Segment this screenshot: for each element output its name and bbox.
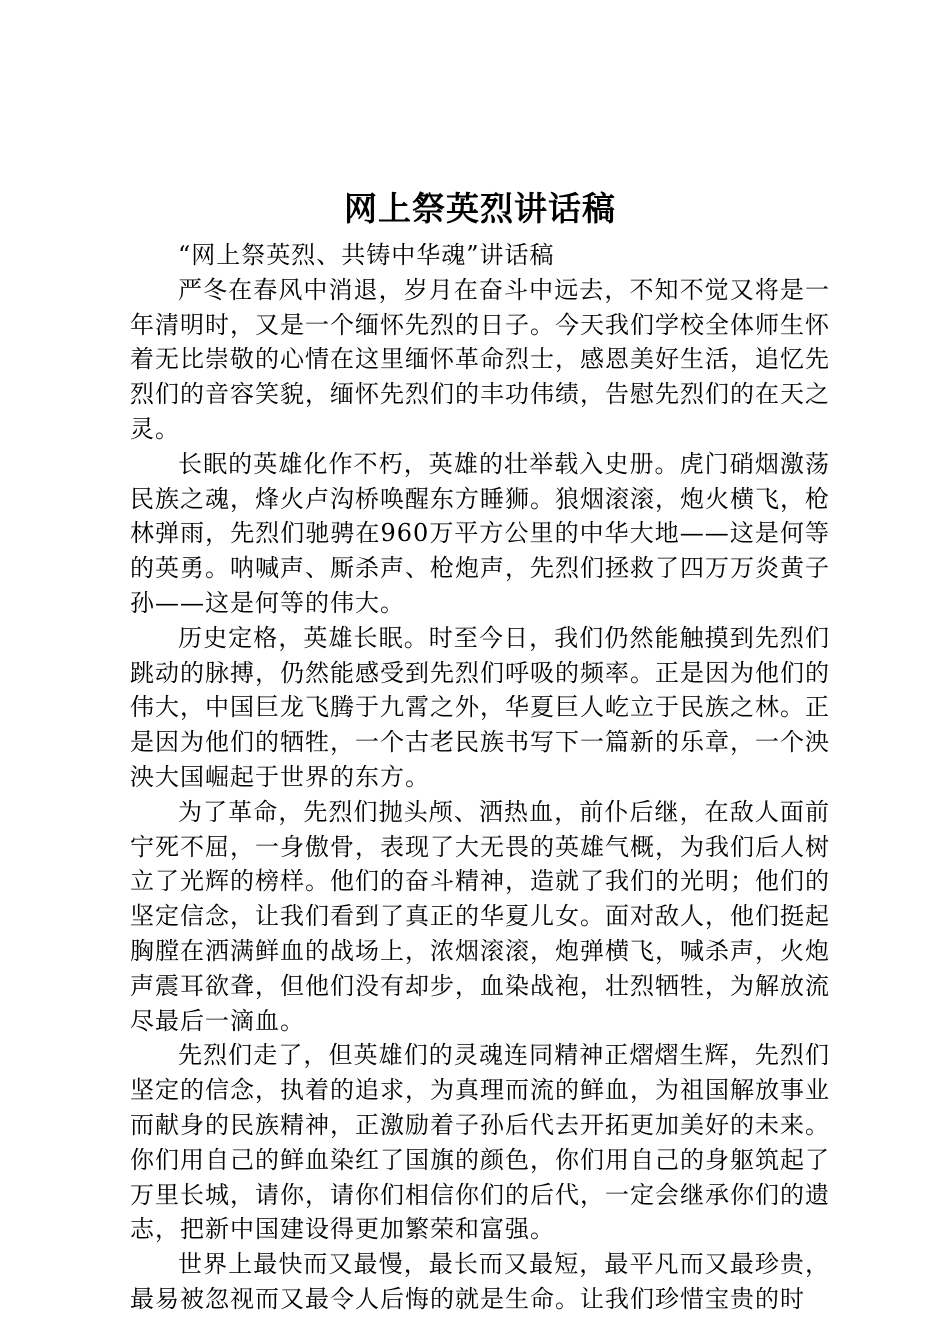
body-paragraph-6: 世界上最快而又最慢，最长而又最短，最平凡而又最珍贵，最易被忽视而又最令人后悔的就是生命。让我们珍惜宝贵的时 xyxy=(130,1250,830,1313)
body-paragraph-5: 先烈们走了，但英雄们的灵魂连同精神正熠熠生辉，先烈们坚定的信念，执着的追求，为真理而流的鲜血，为祖国解放事业而献身的民族精神，正激励着子孙后代去开拓更加美好的未来。你们用自己的鲜血染红了国旗的颜色，你们用自己的身躯筑起了万里长城，请你，请你们相信你们的后代，一定会继承你们的遗志，把新中国建设得更加繁荣和富强。 xyxy=(130,1041,830,1244)
subtitle-paragraph: “网上祭英烈、共铸中华魂”讲话稿 xyxy=(178,241,555,269)
body-paragraph-3: 历史定格，英雄长眠。时至今日，我们仍然能触摸到先烈们跳动的脉搏，仍然能感受到先烈们呼吸的频率。正是因为他们的伟大，中国巨龙飞腾于九霄之外，华夏巨人屹立于民族之林。正是因为他们的牺牲，一个古老民族书写下一篇新的乐章，一个泱泱大国崛起于世界的东方。 xyxy=(130,623,830,791)
body-paragraph-2: 长眠的英雄化作不朽，英雄的壮举载入史册。虎门硝烟激荡民族之魂，烽火卢沟桥唤醒东方睡狮。狼烟滚滚，炮火横飞，枪林弹雨，先烈们驰骋在960万平方公里的中华大地——这是何等的英勇。呐喊声、厮杀声、枪炮声，先烈们拯救了四万万炎黄子孙——这是何等的伟大。 xyxy=(130,449,830,617)
body-paragraph-4: 为了革命，先烈们抛头颅、洒热血，前仆后继，在敌人面前宁死不屈，一身傲骨，表现了大无畏的英雄气概，为我们后人树立了光辉的榜样。他们的奋斗精神，造就了我们的光明；他们的坚定信念，让我们看到了真正的华夏儿女。面对敌人，他们挺起胸膛在洒满鲜血的战场上，浓烟滚滚，炮弹横飞，喊杀声，火炮声震耳欲聋，但他们没有却步，血染战袍，壮烈牺牲，为解放流尽最后一滴血。 xyxy=(130,797,830,1035)
document-page xyxy=(130,185,830,1317)
body-paragraph-1: 严冬在春风中消退，岁月在奋斗中远去，不知不觉又将是一年清明时，又是一个缅怀先烈的日子。今天我们学校全体师生怀着无比崇敬的心情在这里缅怀革命烈士，感恩美好生活，追忆先烈们的音容笑貌，缅怀先烈们的丰功伟绩，告慰先烈们的在天之灵。 xyxy=(130,275,830,443)
document-title: 网上祭英烈讲话稿 xyxy=(344,189,616,228)
